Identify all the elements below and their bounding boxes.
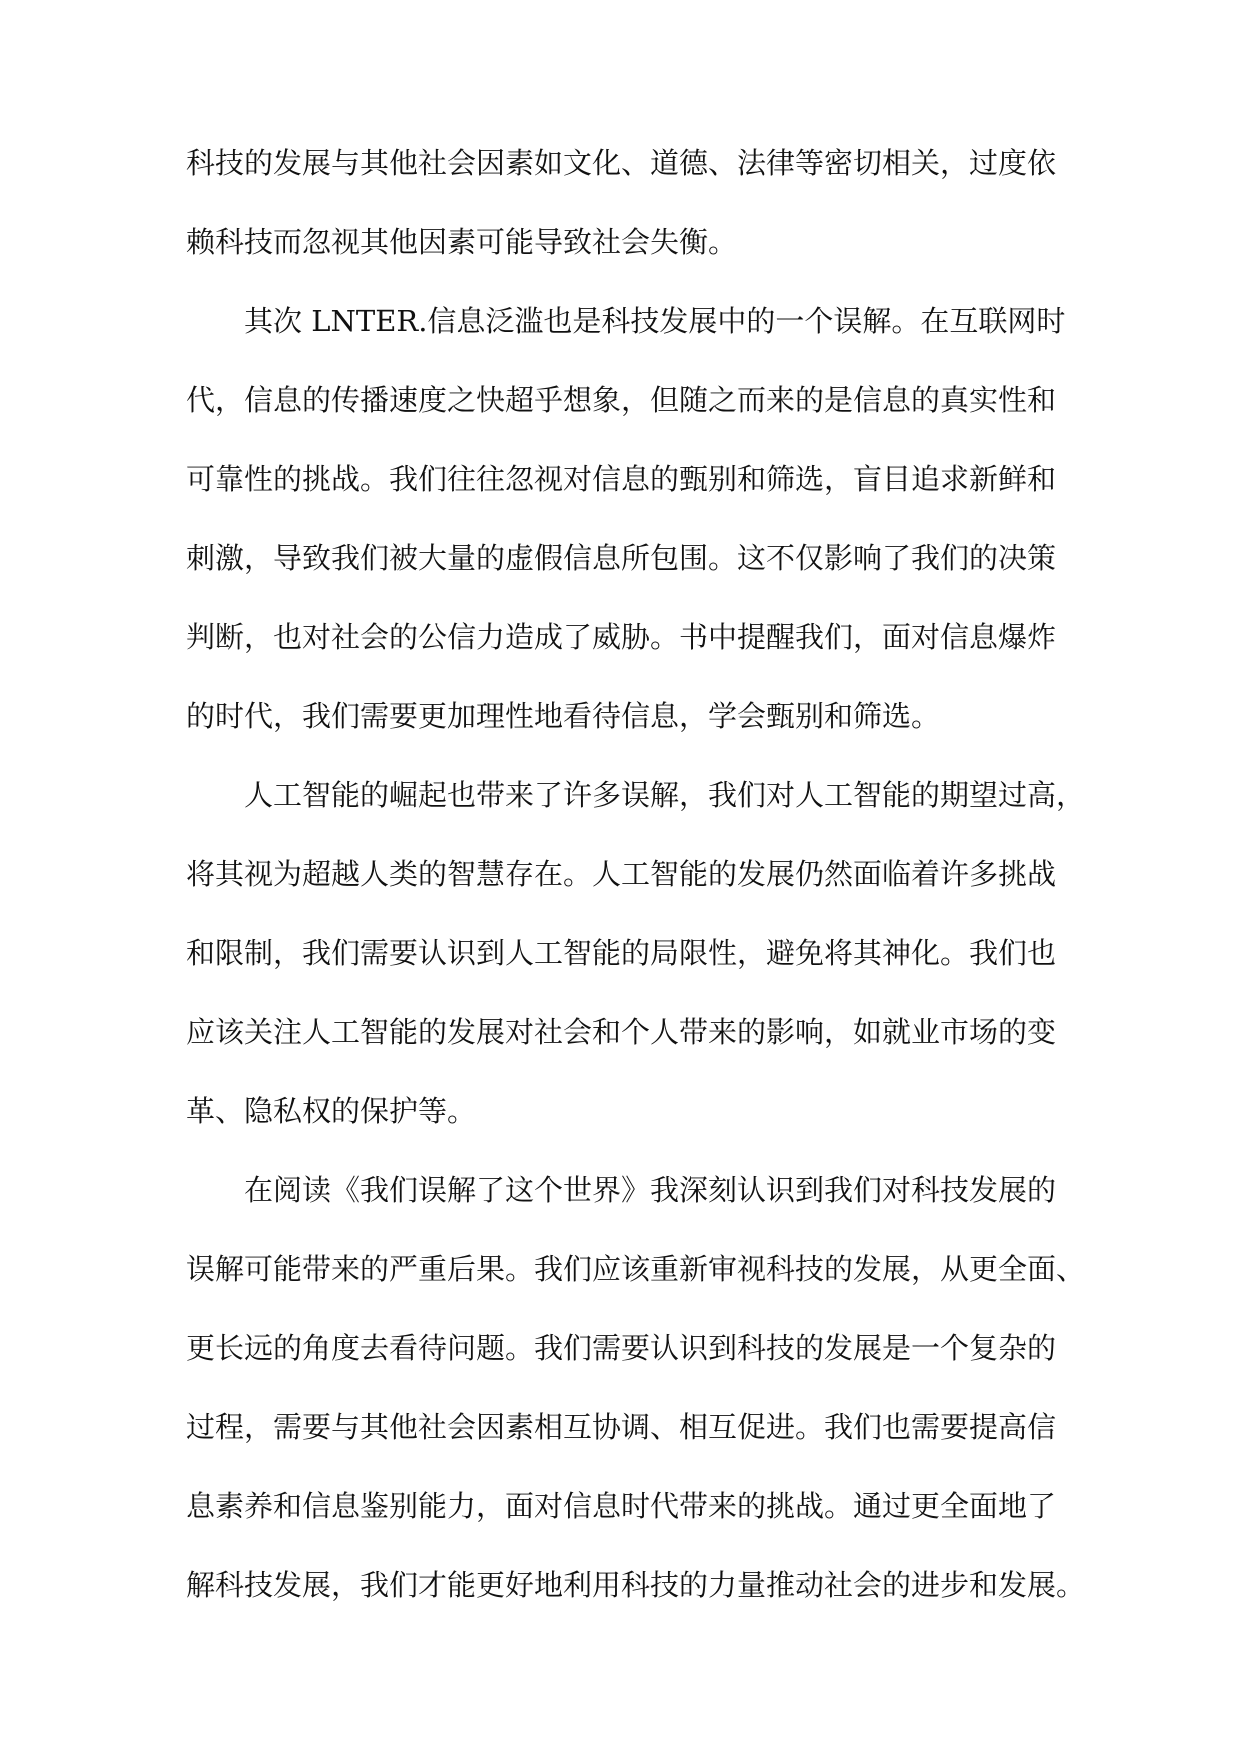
paragraph-line: 科技的发展与其他社会因素如文化、道德、法律等密切相关，过度依: [186, 146, 1057, 180]
paragraph-2: [186, 282, 1086, 756]
paragraph-line: 将其视为超越人类的智慧存在。人工智能的发展仍然面临着许多挑战: [186, 857, 1057, 891]
paragraph-line: 息素养和信息鉴别能力，面对信息时代带来的挑战。通过更全面地了: [186, 1489, 1057, 1523]
paragraph-line: 误解可能带来的严重后果。我们应该重新审视科技的发展，从更全面、: [186, 1252, 1086, 1286]
paragraph-1: [186, 124, 1086, 282]
document-body: [186, 124, 1086, 1625]
paragraph-line: 可靠性的挑战。我们往往忽视对信息的甄别和筛选，盲目追求新鲜和: [186, 462, 1057, 496]
paragraph-line: 过程，需要与其他社会因素相互协调、相互促进。我们也需要提高信: [186, 1410, 1057, 1444]
paragraph-line: 人工智能的崛起也带来了许多误解，我们对人工智能的期望过高，: [244, 778, 1086, 812]
paragraph-3: [186, 756, 1086, 1151]
paragraph-line: 刺激，导致我们被大量的虚假信息所包围。这不仅影响了我们的决策: [186, 541, 1057, 575]
paragraph-line: 的时代，我们需要更加理性地看待信息，学会甄别和筛选。: [186, 699, 941, 733]
paragraph-line: 在阅读《我们误解了这个世界》我深刻认识到我们对科技发展的: [244, 1173, 1057, 1207]
paragraph-line: 革、隐私权的保护等。: [186, 1094, 477, 1128]
paragraph-line: 判断，也对社会的公信力造成了威胁。书中提醒我们，面对信息爆炸: [186, 620, 1057, 654]
paragraph-line: 其次 LNTER.信息泛滥也是科技发展中的一个误解。在互联网时: [244, 304, 1066, 338]
paragraph-line: 应该关注人工智能的发展对社会和个人带来的影响，如就业市场的变: [186, 1015, 1057, 1049]
paragraph-line: 更长远的角度去看待问题。我们需要认识到科技的发展是一个复杂的: [186, 1331, 1057, 1365]
paragraph-line: 解科技发展，我们才能更好地利用科技的力量推动社会的进步和发展。: [186, 1568, 1086, 1602]
paragraph-line: 代，信息的传播速度之快超乎想象，但随之而来的是信息的真实性和: [186, 383, 1057, 417]
paragraph-line: 赖科技而忽视其他因素可能导致社会失衡。: [186, 225, 738, 259]
paragraph-4: [186, 1151, 1086, 1625]
paragraph-line: 和限制，我们需要认识到人工智能的局限性，避免将其神化。我们也: [186, 936, 1057, 970]
